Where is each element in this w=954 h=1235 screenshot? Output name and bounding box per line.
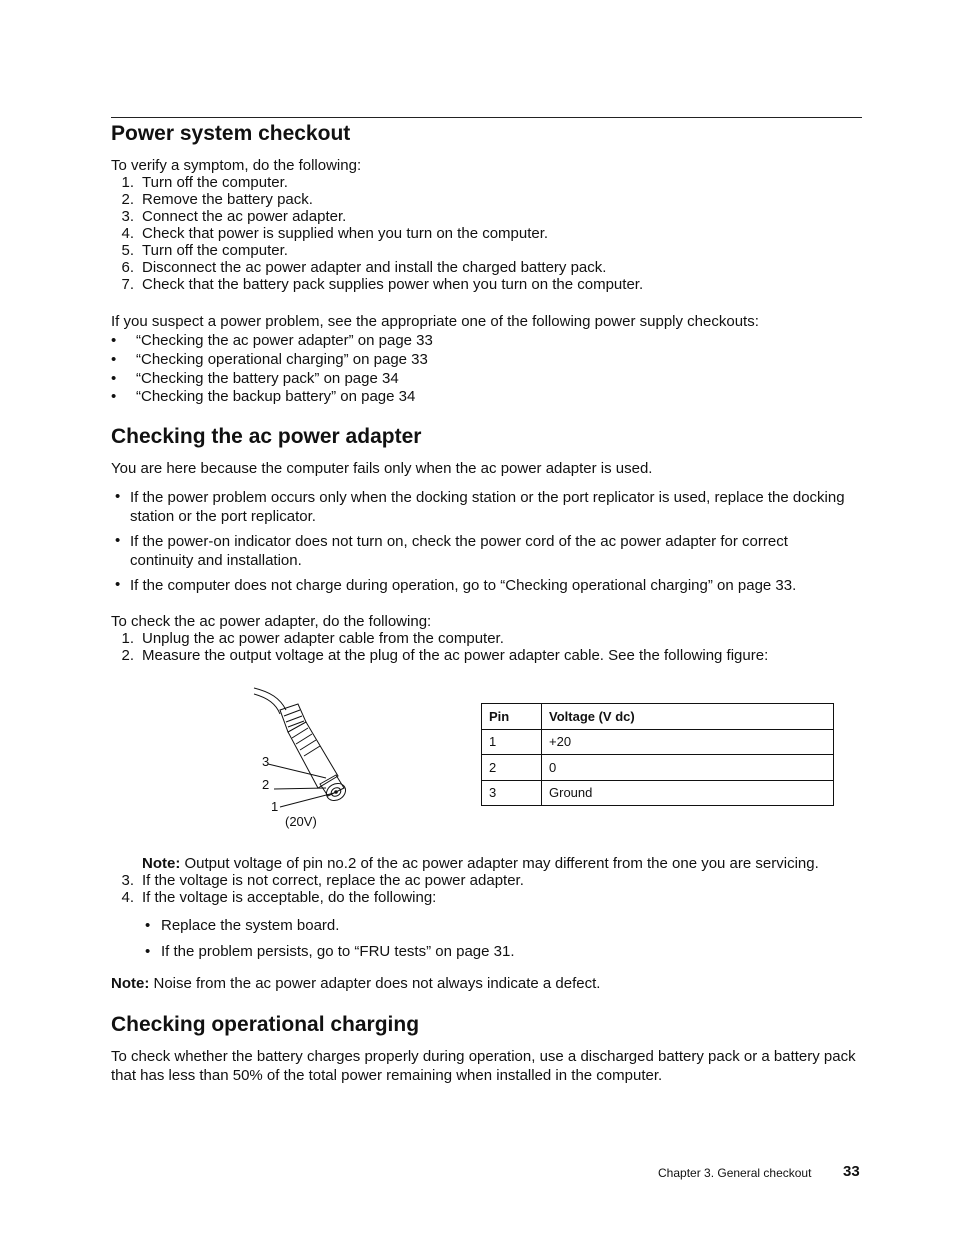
table-row <box>482 729 834 755</box>
table-cell: +20 <box>542 729 834 755</box>
heading-checking-ac-adapter: Checking the ac power adapter <box>111 425 422 448</box>
step-number: 1. <box>121 174 134 191</box>
adapter-bullet: If the power-on indicator does not turn on, check the power cord of the ac power adapter for correct continuity and installation. <box>130 533 788 569</box>
adapter-intro: You are here because the computer fails only when the ac power adapter is used. <box>111 460 653 477</box>
heading-checking-operational-charging: Checking operational charging <box>111 1013 420 1036</box>
step-number: 6. <box>121 259 134 276</box>
table-row <box>482 755 834 781</box>
checkout-link[interactable]: “Checking the backup battery” on page 34 <box>136 388 416 405</box>
sub-bullet: Replace the system board. <box>161 917 340 934</box>
step-number: 4. <box>121 889 134 906</box>
step-number: 3. <box>121 872 134 889</box>
pin-label-1: 1 <box>271 799 279 814</box>
bullet-glyph: • <box>145 943 151 960</box>
step-number: 3. <box>121 208 134 225</box>
sub-bullet: If the problem persists, go to “FRU tests” on page 31. <box>161 943 515 960</box>
power-step: Disconnect the ac power adapter and install the charged battery pack. <box>142 259 607 276</box>
adapter-step: Measure the output voltage at the plug of the ac power adapter cable. See the following figure: <box>142 647 769 664</box>
table-cell: 3 <box>482 780 542 806</box>
table-cell: 2 <box>482 755 542 781</box>
table-cell: Ground <box>542 780 834 806</box>
table-header-pin: Pin <box>482 704 542 730</box>
step-number: 2. <box>121 191 134 208</box>
note-text: Output voltage of pin no.2 of the ac power adapter may different from the one you are servicing. <box>180 855 819 872</box>
power-suspect-text: If you suspect a power problem, see the appropriate one of the following power supply checkouts: <box>111 313 759 330</box>
bullet-glyph: • <box>115 488 121 505</box>
adapter-check-intro: To check the ac power adapter, do the following: <box>111 613 432 630</box>
power-step: Check that power is supplied when you turn on the computer. <box>142 225 549 242</box>
bullet-glyph: • <box>111 370 117 387</box>
adapter-step: If the voltage is acceptable, do the following: <box>142 889 437 906</box>
bullet-glyph: • <box>115 532 121 549</box>
step-number: 4. <box>121 225 134 242</box>
step-number: 2. <box>121 647 134 664</box>
pin-voltage-table <box>481 703 834 806</box>
footer-chapter: Chapter 3. General checkout <box>658 1166 812 1180</box>
checkout-link[interactable]: “Checking the battery pack” on page 34 <box>136 370 399 387</box>
adapter-step: Unplug the ac power adapter cable from the computer. <box>142 630 504 647</box>
bullet-glyph: • <box>111 332 117 349</box>
bullet-glyph: • <box>111 351 117 368</box>
adapter-step: If the voltage is not correct, replace the ac power adapter. <box>142 872 524 889</box>
power-step: Turn off the computer. <box>142 174 288 191</box>
checkout-link[interactable]: “Checking operational charging” on page 33 <box>136 351 428 368</box>
step-number: 1. <box>121 630 134 647</box>
bullet-glyph: • <box>111 388 117 405</box>
page-number: 33 <box>843 1163 860 1180</box>
note-output-voltage <box>142 855 819 873</box>
heading-power-system-checkout: Power system checkout <box>111 122 351 145</box>
plug-illustration <box>240 680 370 820</box>
note-label: Note: <box>142 855 181 872</box>
charging-text: To check whether the battery charges properly during operation, use a discharged battery pack or a battery pack that has less than 50% of the total power remaining when installed in the computer. <box>111 1048 856 1084</box>
table-cell: 1 <box>482 729 542 755</box>
step-number: 7. <box>121 276 134 293</box>
table-header-row <box>482 704 834 730</box>
step-number: 5. <box>121 242 134 259</box>
voltage-label: (20V) <box>285 814 317 829</box>
power-step: Remove the battery pack. <box>142 191 313 208</box>
note-noise <box>111 975 600 993</box>
table-cell: 0 <box>542 755 834 781</box>
bullet-glyph: • <box>115 576 121 593</box>
power-step: Turn off the computer. <box>142 242 288 259</box>
note-label: Note: <box>111 975 150 992</box>
adapter-bullet: If the power problem occurs only when the docking station or the port replicator is used, replace the docking station or the port replicator. <box>130 489 845 525</box>
power-step: Connect the ac power adapter. <box>142 208 347 225</box>
table-row <box>482 780 834 806</box>
bullet-glyph: • <box>145 917 151 934</box>
power-step: Check that the battery pack supplies power when you turn on the computer. <box>142 276 644 293</box>
pin-label-3: 3 <box>262 754 270 769</box>
pin-label-2: 2 <box>262 777 270 792</box>
note-text: Noise from the ac power adapter does not always indicate a defect. <box>149 975 601 992</box>
adapter-bullet: If the computer does not charge during operation, go to “Checking operational charging” on page 33. <box>130 577 797 594</box>
checkout-link[interactable]: “Checking the ac power adapter” on page 33 <box>136 332 433 349</box>
table-header-voltage: Voltage (V dc) <box>542 704 834 730</box>
top-rule <box>111 117 862 118</box>
power-intro: To verify a symptom, do the following: <box>111 157 362 174</box>
